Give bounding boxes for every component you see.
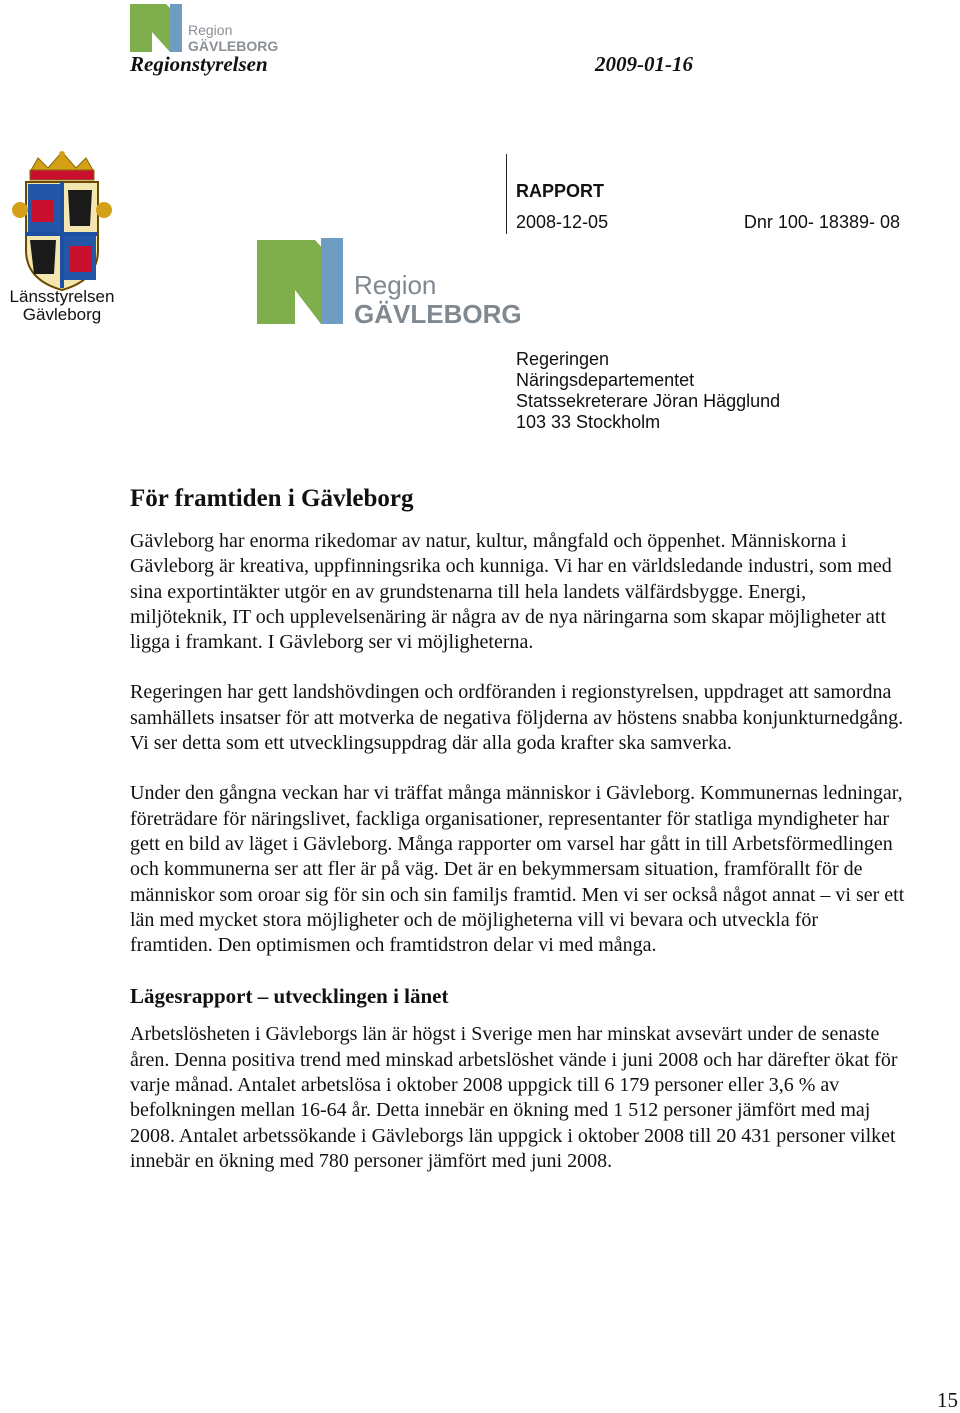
lansstyrelsen-gavleborg-logo	[0, 150, 124, 325]
document-body	[130, 483, 905, 1199]
paragraph: Arbetslösheten i Gävleborgs län är högst i Sverige men har minskat avsevärt under de senaste åren. Denna positiva trend med minskad arbetslöshet vände i juni 2008 och har därefter ökat för varje månad. Antalet arbetslösa i oktober 2008 uppgick till 6 179 personer eller 3,6 % av befolkningen mellan 16-64 år. Detta innebär en ökning med 1 512 personer jämfört med maj 2008. Antalet arbetssökande i Gävleborgs län uppgick i oktober 2008 till 20 431 personer vilket innebär en ökning med 780 personer jämfört med juni 2008.	[130, 1023, 898, 1172]
paragraph: Gävleborg har enorma rikedomar av natur, kultur, mångfald och öppenhet. Människorna i Gävleborg är kreativa, uppfinningsrika och kunniga. Vi har en världsledande industri, som med sina exportintäkter utgör en av grundstenarna till hela landets välfärdsbygge. Energi, miljöteknik, IT och upplevelsenäring är några av de nya näringarna som skapar möjligheter att ligga i framkant. I Gävleborg ser vi möjligheterna.	[130, 530, 892, 654]
coat-of-arms-icon	[12, 151, 112, 290]
header-date: 2009-01-16	[595, 52, 693, 76]
document-title: För framtiden i Gävleborg	[130, 485, 414, 512]
report-title: RAPPORT	[516, 181, 605, 201]
report-date: 2008-12-05	[516, 212, 609, 232]
svg-text:Gävleborg: Gävleborg	[22, 305, 102, 324]
paragraph: Regeringen har gett landshövdingen och ordföranden i regionstyrelsen, uppdraget att samordna samhällets insatser för att motverka de negativa följderna av höstens snabba konjunkturnedgång. Vi ser detta som ett utvecklingsuppdrag där alla goda krafter ska samverka.	[130, 681, 904, 755]
page-number: 15	[937, 1388, 958, 1412]
section-title: Lägesrapport – utvecklingen i länet	[130, 984, 449, 1009]
region-gavleborg-logo	[257, 236, 522, 329]
address-line: Näringsdepartementet	[516, 370, 695, 390]
svg-text:GÄVLEBORG: GÄVLEBORG	[354, 299, 522, 329]
paragraph: Under den gångna veckan har vi träffat många människor i Gävleborg. Kommunernas ledningar, företrädare för näringslivet, fackliga organisationer, representanter för statliga myndigheter har gett en bild av läget i Gävleborg. Många rapporter om varsel har gått in till Arbetsförmedlingen och kommunerna ser att fler är på väg. Det är en bekymmersam situation, framförallt för de människor som oroar sig för sin och sin familjs framtid. Men vi ser också något annat – vi ser ett län med mycket stora möjligheter och de möjligheterna vill vi bevara och utveckla för framtiden. Den optimismen och framtidstron delar vi med många.	[130, 782, 905, 957]
region-gavleborg-logo-small	[130, 2, 279, 54]
report-dnr: Dnr 100- 18389- 08	[743, 212, 900, 232]
header-organization: Regionstyrelsen	[130, 52, 268, 76]
recipient-address	[516, 349, 780, 433]
address-line: 103 33 Stockholm	[516, 412, 661, 432]
svg-text:Länsstyrelsen: Länsstyrelsen	[9, 287, 115, 306]
svg-text:GÄVLEBORG: GÄVLEBORG	[188, 38, 279, 54]
address-line: Regeringen	[516, 349, 610, 369]
rapport-divider	[506, 154, 507, 234]
svg-text:Region: Region	[188, 22, 233, 38]
address-line: Statssekreterare Jöran Hägglund	[516, 391, 781, 411]
svg-text:Region: Region	[354, 270, 437, 300]
